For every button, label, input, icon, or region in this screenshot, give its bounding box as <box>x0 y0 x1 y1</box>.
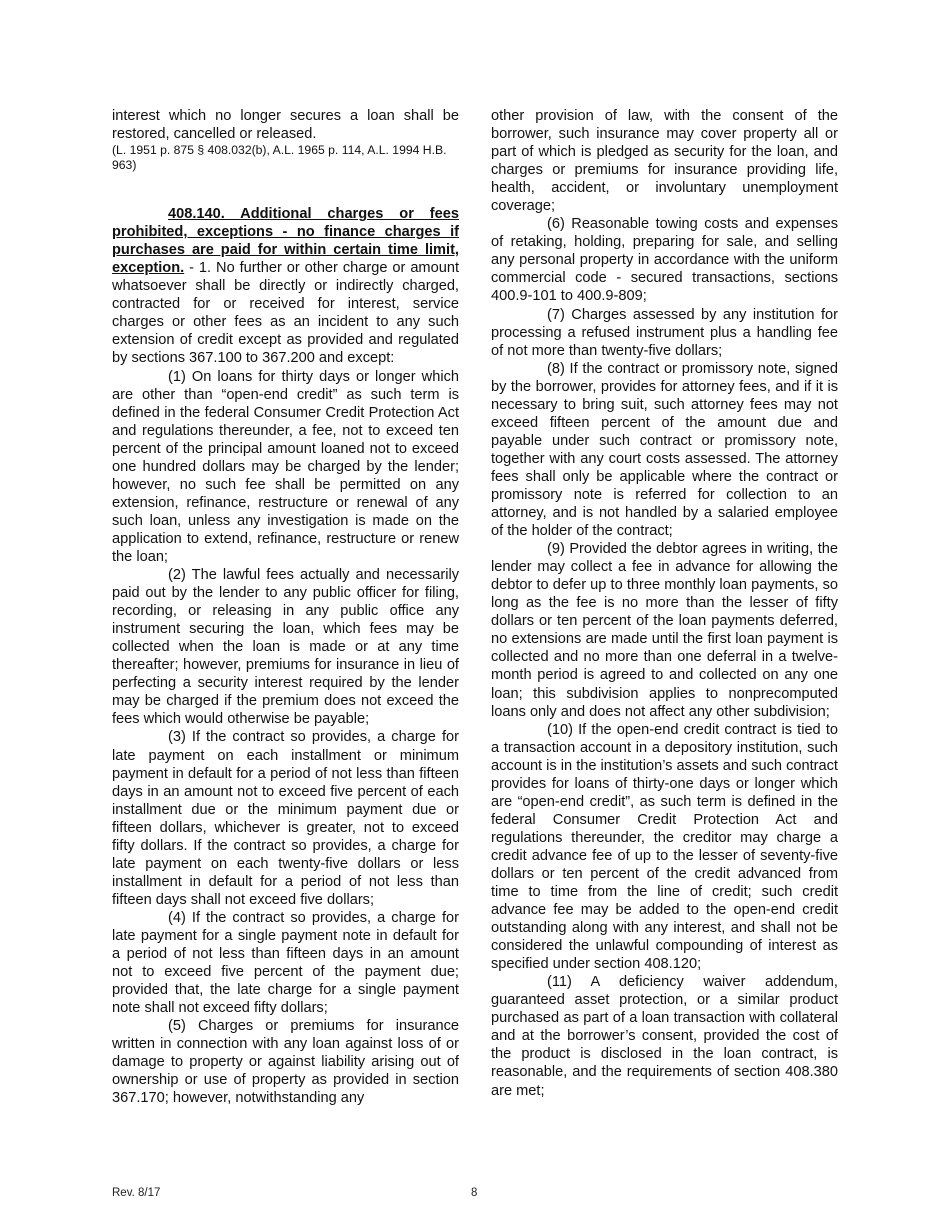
history-note: (L. 1951 p. 875 § 408.032(b), A.L. 1965 p. 114, A.L. 1994 H.B. 963) <box>112 143 447 172</box>
section-gap <box>112 172 459 205</box>
section-heading: 408.140. Additional charges or fees prohibited, exceptions - no finance charges if purchases are paid for within certain time limit, exception. <box>112 206 459 277</box>
page-number: 8 <box>471 1187 478 1199</box>
section-intro: - 1. No further or other charge or amount whatsoever shall be directly or indirectly charged, contracted for or received for interest, service charges or other fees as an incident to any such extension of credit except as provided and regulated by sections 367.100 to 367.200 and except: <box>112 260 459 367</box>
left-column <box>112 107 459 1107</box>
subdivision-9: (9) Provided the debtor agrees in writing, the lender may collect a fee in advance for allowing the debtor to defer up to three monthly loan payments, so long as the fee is no more than the lesser of fifty dollars or ten percent of the loan payments deferred, no extensions are made until the first loan payment is collected and no more than one deferral in a twelve-month period is agreed to and collected on any one loan; this subdivision applies to nonprecomputed loans only and does not affect any other subdivision; <box>491 541 838 720</box>
continuation-text: interest which no longer secures a loan shall be restored, cancelled or released. <box>112 108 459 143</box>
subdivision-4: (4) If the contract so provides, a charge for late payment for a single payment note in default for a period of not less than fifteen days in an amount not to exceed five percent of the payment due; provided that, the late charge for a single payment note shall not exceed fifty dollars; <box>112 909 459 1017</box>
revision-label: Rev. 8/17 <box>112 1187 161 1199</box>
subdivision-7: (7) Charges assessed by any institution for processing a refused instrument plus a handling fee of not more than twenty-five dollars; <box>491 306 838 359</box>
subdivision-1: (1) On loans for thirty days or longer which are other than “open-end credit” as such term is defined in the federal Consumer Credit Protection Act and regulations thereunder, a fee, not to exceed ten percent of the principal amount loaned not to exceed one hundred dollars may be charged by the lender; however, no such fee shall be permitted on any extension, refinance, restructure or renewal of any such loan, unless any investigation is made on the application to extend, refinance, restructure or renew the loan; <box>112 368 459 565</box>
subdivision-5: (5) Charges or premiums for insurance written in connection with any loan against loss of or damage to property or against liability arising out of ownership or use of property as provided in section 367.170; however, notwithstanding any <box>112 1018 459 1107</box>
continuation-text-right: other provision of law, with the consent of the borrower, such insurance may cover property all or part of which is pledged as security for the loan, and charges or premiums for insurance providing life, health, accident, or involuntary unemployment coverage; <box>491 108 838 215</box>
subdivision-3: (3) If the contract so provides, a charge for late payment on each installment or minimum payment in default for a period of not less than fifteen days in an amount not to exceed five percent of each installment due or the minimum payment due or fifteen dollars, whichever is greater, not to exceed fifty dollars. If the contract so provides, a charge for late payment on each twenty-five dollars or less installment in default for a period of not less than fifteen days shall not exceed five dollars; <box>112 729 459 908</box>
subdivision-11: (11) A deficiency waiver addendum, guaranteed asset protection, or a similar product purchased as part of a loan transaction with collateral and at the borrower’s consent, provided the cost of the product is disclosed in the loan contract, is reasonable, and the requirements of section 408.380 are met; <box>491 974 838 1099</box>
section-paragraph <box>112 205 459 367</box>
subdivision-8: (8) If the contract or promissory note, signed by the borrower, provides for attorney fees, and if it is necessary to bring suit, such attorney fees may not exceed fifteen percent of the amount due and payable under such contract or promissory note, together with any court costs assessed. The attorney fees shall only be applicable where the contract or promissory note is referred for collection to an attorney, and is not handled by a salaried employee of the holder of the contract; <box>491 360 838 540</box>
right-column <box>491 107 838 1100</box>
subdivision-2: (2) The lawful fees actually and necessarily paid out by the lender to any public officer for filing, recording, or releasing in any public office any instrument securing the loan, which fees may be collected when the loan is made or at any time thereafter; however, premiums for insurance in lieu of perfecting a security interest required by the lender may be charged if the premium does not exceed the fees which would otherwise be payable; <box>112 567 459 728</box>
subdivision-10: (10) If the open-end credit contract is tied to a transaction account in a depository institution, such account is in the institution’s assets and such contract provides for loans of thirty-one days or longer which are “open-end credit”, as such term is defined in the federal Consumer Credit Protection Act and regulations thereunder, the creditor may charge a credit advance fee of up to the lesser of seventy-five dollars or ten percent of the credit advanced from time to time from the line of credit; such credit advance fee may be added to the open-end credit outstanding along with any interest, and shall not be considered the unlawful compounding of interest as specified under section 408.120; <box>491 721 838 973</box>
subdivision-6: (6) Reasonable towing costs and expenses of retaking, holding, preparing for sale, and selling any personal property in accordance with the uniform commercial code - secured transactions, sections 400.9-101 to 400.9-809; <box>491 216 838 305</box>
